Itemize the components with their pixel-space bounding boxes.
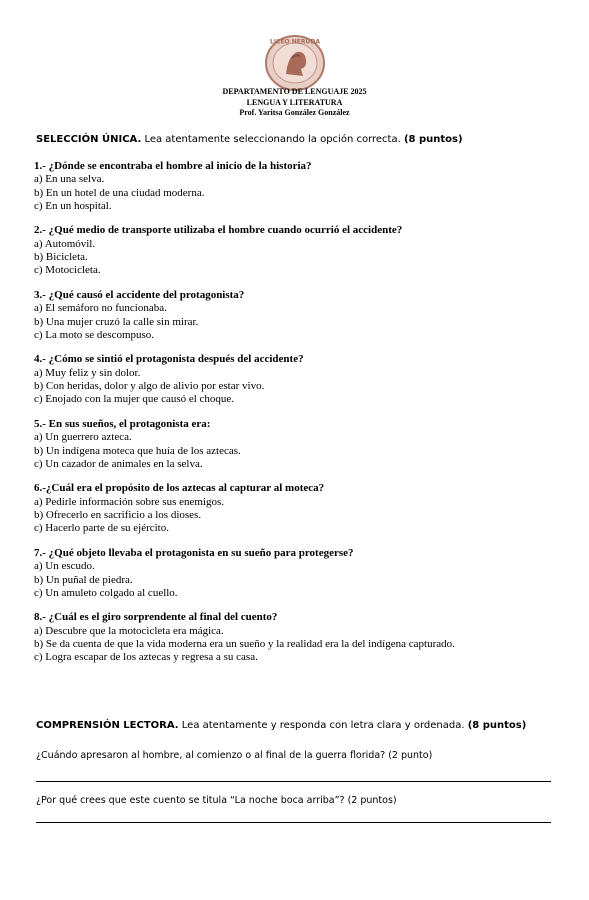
option-a[interactable]: a) Muy feliz y sin dolor.	[34, 366, 141, 379]
question-item	[34, 418, 564, 471]
option-b[interactable]: b) Un indígena moteca que huía de los aztecas.	[34, 444, 241, 457]
question-item	[34, 353, 564, 406]
question-text: 5.- En sus sueños, el protagonista era:	[34, 417, 211, 430]
header-subject: LENGUA Y LITERATURA	[246, 97, 343, 107]
option-a[interactable]: a) Automóvil.	[34, 237, 96, 250]
answer-line-1[interactable]	[36, 781, 551, 782]
option-c[interactable]: c) Motocicleta.	[34, 264, 101, 277]
option-a[interactable]: a) Un escudo.	[34, 560, 95, 573]
option-b[interactable]: b) Ofrecerlo en sacrificio a los dioses.	[34, 509, 202, 522]
question-item	[34, 224, 564, 277]
question-text: 6.-¿Cuál era el propósito de los aztecas al capturar al moteca?	[34, 482, 325, 495]
open-question-1: ¿Cuándo apresaron al hombre, al comienzo o al final de la guerra florida? (2 punto)	[36, 750, 433, 761]
option-c[interactable]: c) Hacerlo parte de su ejército.	[34, 522, 169, 535]
question-item	[34, 289, 564, 342]
option-b[interactable]: b) Bicicleta.	[34, 251, 88, 264]
section-seleccion-unica	[36, 134, 463, 145]
open-question-2: ¿Por qué crees que este cuento se titula “La noche boca arriba”? (2 puntos)	[36, 795, 397, 806]
option-c[interactable]: c) Logra escapar de los aztecas y regresa a su casa.	[34, 651, 258, 664]
option-c[interactable]: c) Un cazador de animales en la selva.	[34, 457, 203, 470]
option-a[interactable]: a) Pedirle información sobre sus enemigos.	[34, 495, 225, 508]
option-c[interactable]: c) En un hospital.	[34, 199, 112, 212]
question-item	[34, 482, 564, 535]
question-text: 3.- ¿Qué causó el accidente del protagonista?	[34, 288, 245, 301]
option-b[interactable]: b) Una mujer cruzó la calle sin mirar.	[34, 315, 199, 328]
header-department: DEPARTAMENTO DE LENGUAJE 2025	[222, 87, 367, 96]
option-a[interactable]: a) El semáforo no funcionaba.	[34, 302, 167, 315]
option-c[interactable]: c) La moto se descompuso.	[34, 328, 155, 341]
question-item	[34, 547, 564, 600]
section-instruction: Lea atentamente y responda con letra clara y ordenada.	[178, 720, 468, 731]
question-item	[34, 160, 564, 213]
option-c[interactable]: c) Un amuleto colgado al cuello.	[34, 586, 178, 599]
section-title: SELECCIÓN ÚNICA.	[36, 134, 142, 145]
section-points: (8 puntos)	[403, 134, 463, 145]
question-text: 2.- ¿Qué medio de transporte utilizaba el hombre cuando ocurrió el accidente?	[34, 224, 403, 237]
section-points: (8 puntos)	[467, 720, 527, 731]
option-a[interactable]: a) Descubre que la motocicleta era mágica.	[34, 624, 224, 637]
answer-line-2[interactable]	[36, 822, 551, 823]
option-b[interactable]: b) Con heridas, dolor y algo de alivio por estar vivo.	[34, 380, 265, 393]
question-text: 7.- ¿Qué objeto llevaba el protagonista en su sueño para protegerse?	[34, 546, 354, 559]
question-text: 1.- ¿Dónde se encontraba el hombre al inicio de la historia?	[34, 160, 312, 172]
document-header	[0, 87, 589, 119]
option-b[interactable]: b) Se da cuenta de que la vida moderna era un sueño y la realidad era la del indígena capturado.	[34, 637, 455, 650]
header-teacher: Prof. Yaritsa González González	[239, 108, 350, 117]
logo-text: LICEO NERUDA	[270, 38, 320, 46]
option-a[interactable]: a) Un guerrero azteca.	[34, 431, 132, 444]
section-comprension-lectora	[36, 720, 526, 731]
option-a[interactable]: a) En una selva.	[34, 173, 105, 186]
question-list	[34, 160, 564, 676]
school-logo	[264, 34, 326, 92]
question-item	[34, 611, 564, 664]
option-c[interactable]: c) Enojado con la mujer que causó el choque.	[34, 393, 235, 406]
option-b[interactable]: b) En un hotel de una ciudad moderna.	[34, 186, 205, 199]
section-instruction: Lea atentamente seleccionando la opción correcta.	[141, 134, 404, 145]
question-text: 8.- ¿Cuál es el giro sorprendente al final del cuento?	[34, 611, 278, 624]
section-title: COMPRENSIÓN LECTORA.	[36, 720, 179, 731]
question-text: 4.- ¿Cómo se sintió el protagonista después del accidente?	[34, 353, 304, 366]
option-b[interactable]: b) Un puñal de piedra.	[34, 573, 133, 586]
